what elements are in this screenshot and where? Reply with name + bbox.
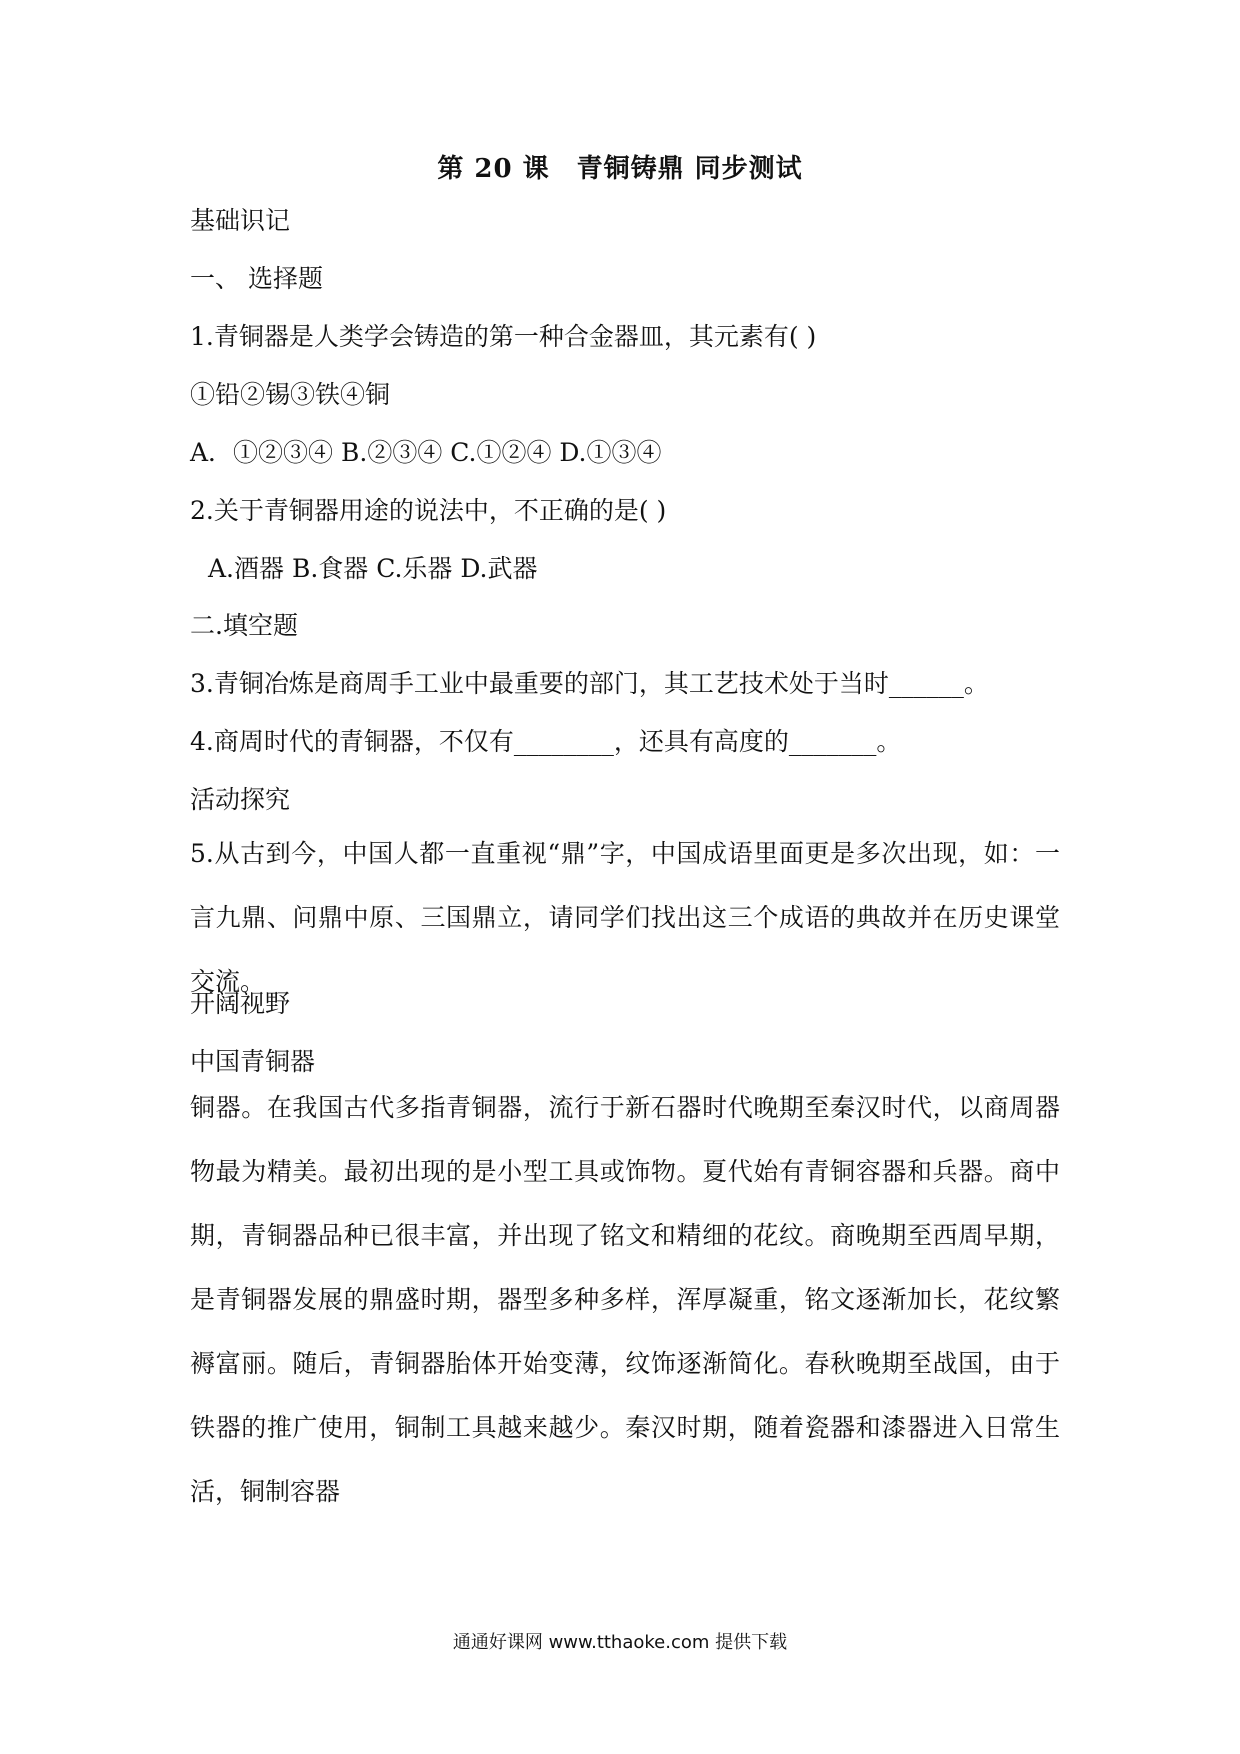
question-1-items: ①铅②锡③铁④铜 (190, 380, 391, 409)
part-heading-fill: 二.填空题 (190, 611, 298, 640)
part-heading-choice: 一、 选择题 (190, 264, 323, 293)
page-title: 第 20 课 青铜铸鼎 同步测试 (437, 154, 803, 184)
question-5: 5.从古到今，中国人都一直重视“鼎”字，中国成语里面更是多次出现，如：一言九鼎、问鼎中原、三国鼎立，请同学们找出这三个成语的典故并在历史课堂交流。 (190, 839, 1060, 996)
question-4: 4.商周时代的青铜器，不仅有________，还具有高度的_______。 (190, 727, 902, 756)
question-2-options: A.酒器 B.食器 C.乐器 D.武器 (208, 554, 538, 583)
question-1-options: A．①②③④ B.②③④ C.①②④ D.①③④ (190, 438, 662, 467)
section-heading-broaden: 开阔视野 (190, 989, 291, 1018)
question-1-stem: 1.青铜器是人类学会铸造的第一种合金器皿，其元素有( ) (190, 322, 817, 351)
question-2-stem: 2.关于青铜器用途的说法中，不正确的是( ) (190, 496, 667, 525)
section-heading-basic: 基础识记 (190, 206, 291, 235)
section-heading-activity: 活动探究 (190, 785, 291, 814)
question-3: 3.青铜冶炼是商周手工业中最重要的部门，其工艺技术处于当时______。 (190, 669, 989, 698)
page-footer: 通通好课网 www.tthaoke.com 提供下载 (452, 1632, 788, 1653)
reading-title: 中国青铜器 (190, 1047, 316, 1076)
reading-body: 铜器。在我国古代多指青铜器，流行于新石器时代晚期至秦汉时代，以商周器物最为精美。最初出现的是小型工具或饰物。夏代始有青铜容器和兵器。商中期，青铜器品种已很丰富，并出现了铭文和精细的花纹。商晚期至西周早期，是青铜器发展的鼎盛时期，器型多种多样，浑厚凝重，铭文逐渐加长，花纹繁褥富丽。随后，青铜器胎体开始变薄，纹饰逐渐简化。春秋晚期至战国，由于铁器的推广使用，铜制工具越来越少。秦汉时期，随着瓷器和漆器进入日常生活，铜制容器 (190, 1093, 1060, 1506)
